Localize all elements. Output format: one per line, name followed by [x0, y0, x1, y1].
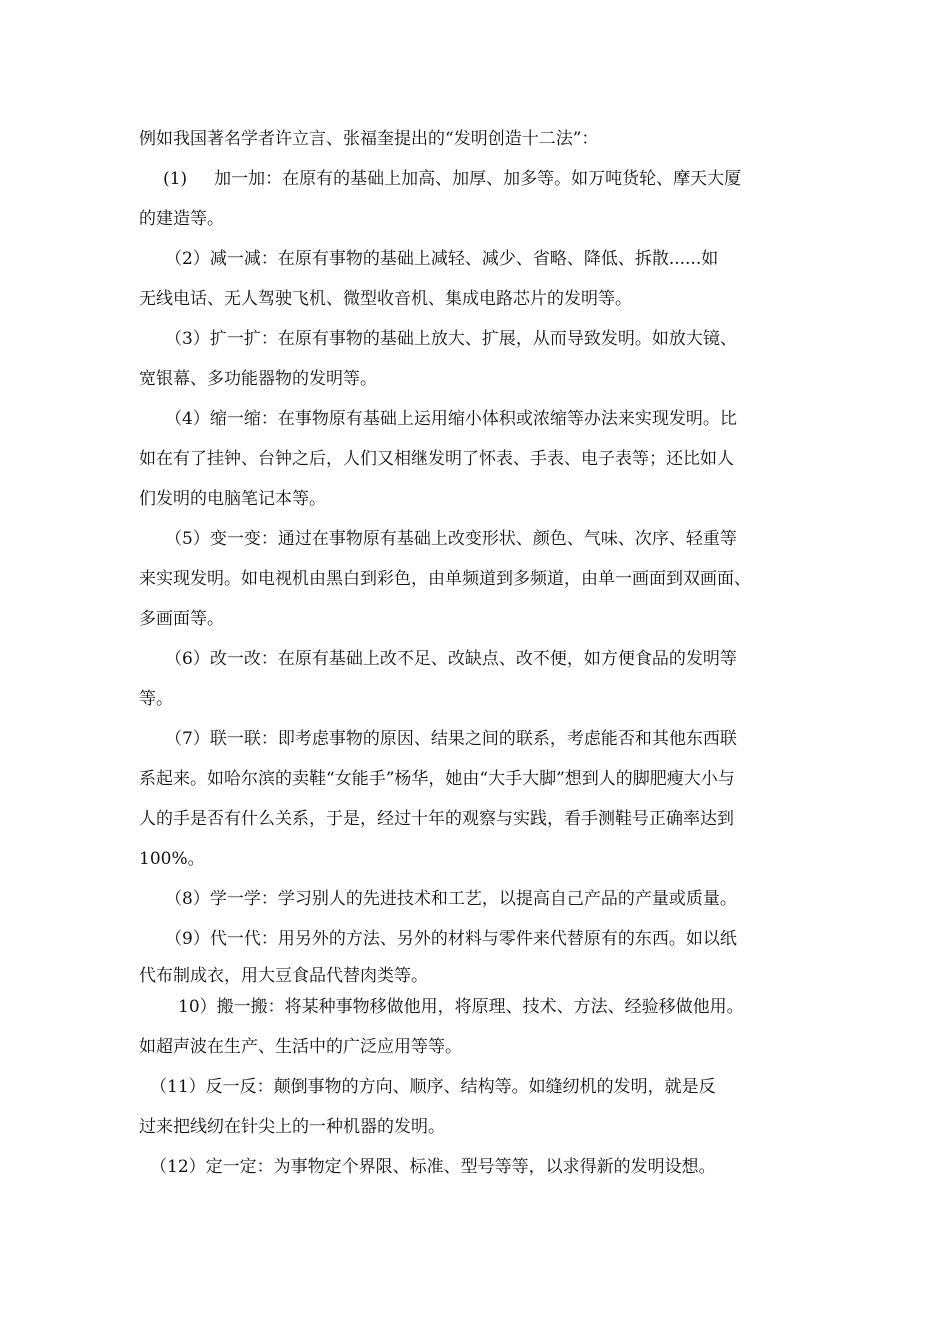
method-10-line-1: 10）搬一搬：将某种事物移做他用，将原理、技术、方法、经验移做他用。: [178, 997, 744, 1017]
method-5-line-3: 多画面等。: [139, 609, 224, 629]
method-7-line-4: 100%。: [139, 849, 205, 869]
method-7-line-3: 人的手是否有什么关系，于是，经过十年的观察与实践，看手测鞋号正确率达到: [139, 809, 734, 829]
method-4-line-1: （4）缩一缩：在事物原有基础上运用缩小体积或浓缩等办法来实现发明。比: [165, 409, 737, 429]
method-12-line-1: （12）定一定：为事物定个界限、标准、型号等等，以求得新的发明设想。: [150, 1157, 716, 1177]
method-7-line-2: 系起来。如哈尔滨的卖鞋“女能手”杨华，她由“大手大脚”想到人的脚肥瘦大小与: [139, 769, 735, 789]
method-3-line-1: （3）扩一扩：在原有事物的基础上放大、扩展，从而导致发明。如放大镜、: [165, 329, 737, 349]
method-4-line-3: 们发明的电脑笔记本等。: [139, 489, 326, 509]
method-5-line-1: （5）变一变：通过在事物原有基础上改变形状、颜色、气味、次序、轻重等: [165, 529, 737, 549]
method-4-line-2: 如在有了挂钟、台钟之后，人们又相继发明了怀表、手表、电子表等；还比如人: [139, 449, 734, 469]
method-8-line-1: （8）学一学：学习别人的先进技术和工艺，以提高自己产品的产量或质量。: [165, 889, 737, 909]
method-1-line-1: (1) 加一加：在原有的基础上加高、加厚、加多等。如万吨货轮、摩天大厦: [163, 169, 742, 189]
method-6-line-1: （6）改一改：在原有基础上改不足、改缺点、改不便，如方便食品的发明等: [165, 649, 737, 669]
method-11-line-2: 过来把线纫在针尖上的一种机器的发明。: [139, 1117, 445, 1137]
method-9-line-2: 代布制成衣，用大豆食品代替肉类等。: [139, 966, 428, 986]
intro-line: 例如我国著名学者许立言、张福奎提出的“发明创造十二法”：: [139, 129, 599, 149]
method-11-line-1: （11）反一反：颠倒事物的方向、顺序、结构等。如缝纫机的发明，就是反: [150, 1077, 716, 1097]
method-3-line-2: 宽银幕、多功能器物的发明等。: [139, 369, 377, 389]
method-10-line-2: 如超声波在生产、生活中的广泛应用等等。: [139, 1037, 462, 1057]
method-7-line-1: （7）联一联：即考虑事物的原因、结果之间的联系，考虑能否和其他东西联: [165, 729, 737, 749]
method-1-line-2: 的建造等。: [139, 209, 224, 229]
method-5-line-2: 来实现发明。如电视机由黑白到彩色，由单频道到多频道，由单一画面到双画面、: [139, 569, 751, 589]
method-6-line-2: 等。: [139, 689, 173, 709]
method-2-line-2: 无线电话、无人驾驶飞机、微型收音机、集成电路芯片的发明等。: [139, 289, 632, 309]
method-2-line-1: （2）减一减：在原有事物的基础上减轻、减少、省略、降低、拆散......如: [165, 249, 719, 269]
method-9-line-1: （9）代一代：用另外的方法、另外的材料与零件来代替原有的东西。如以纸: [165, 929, 737, 949]
